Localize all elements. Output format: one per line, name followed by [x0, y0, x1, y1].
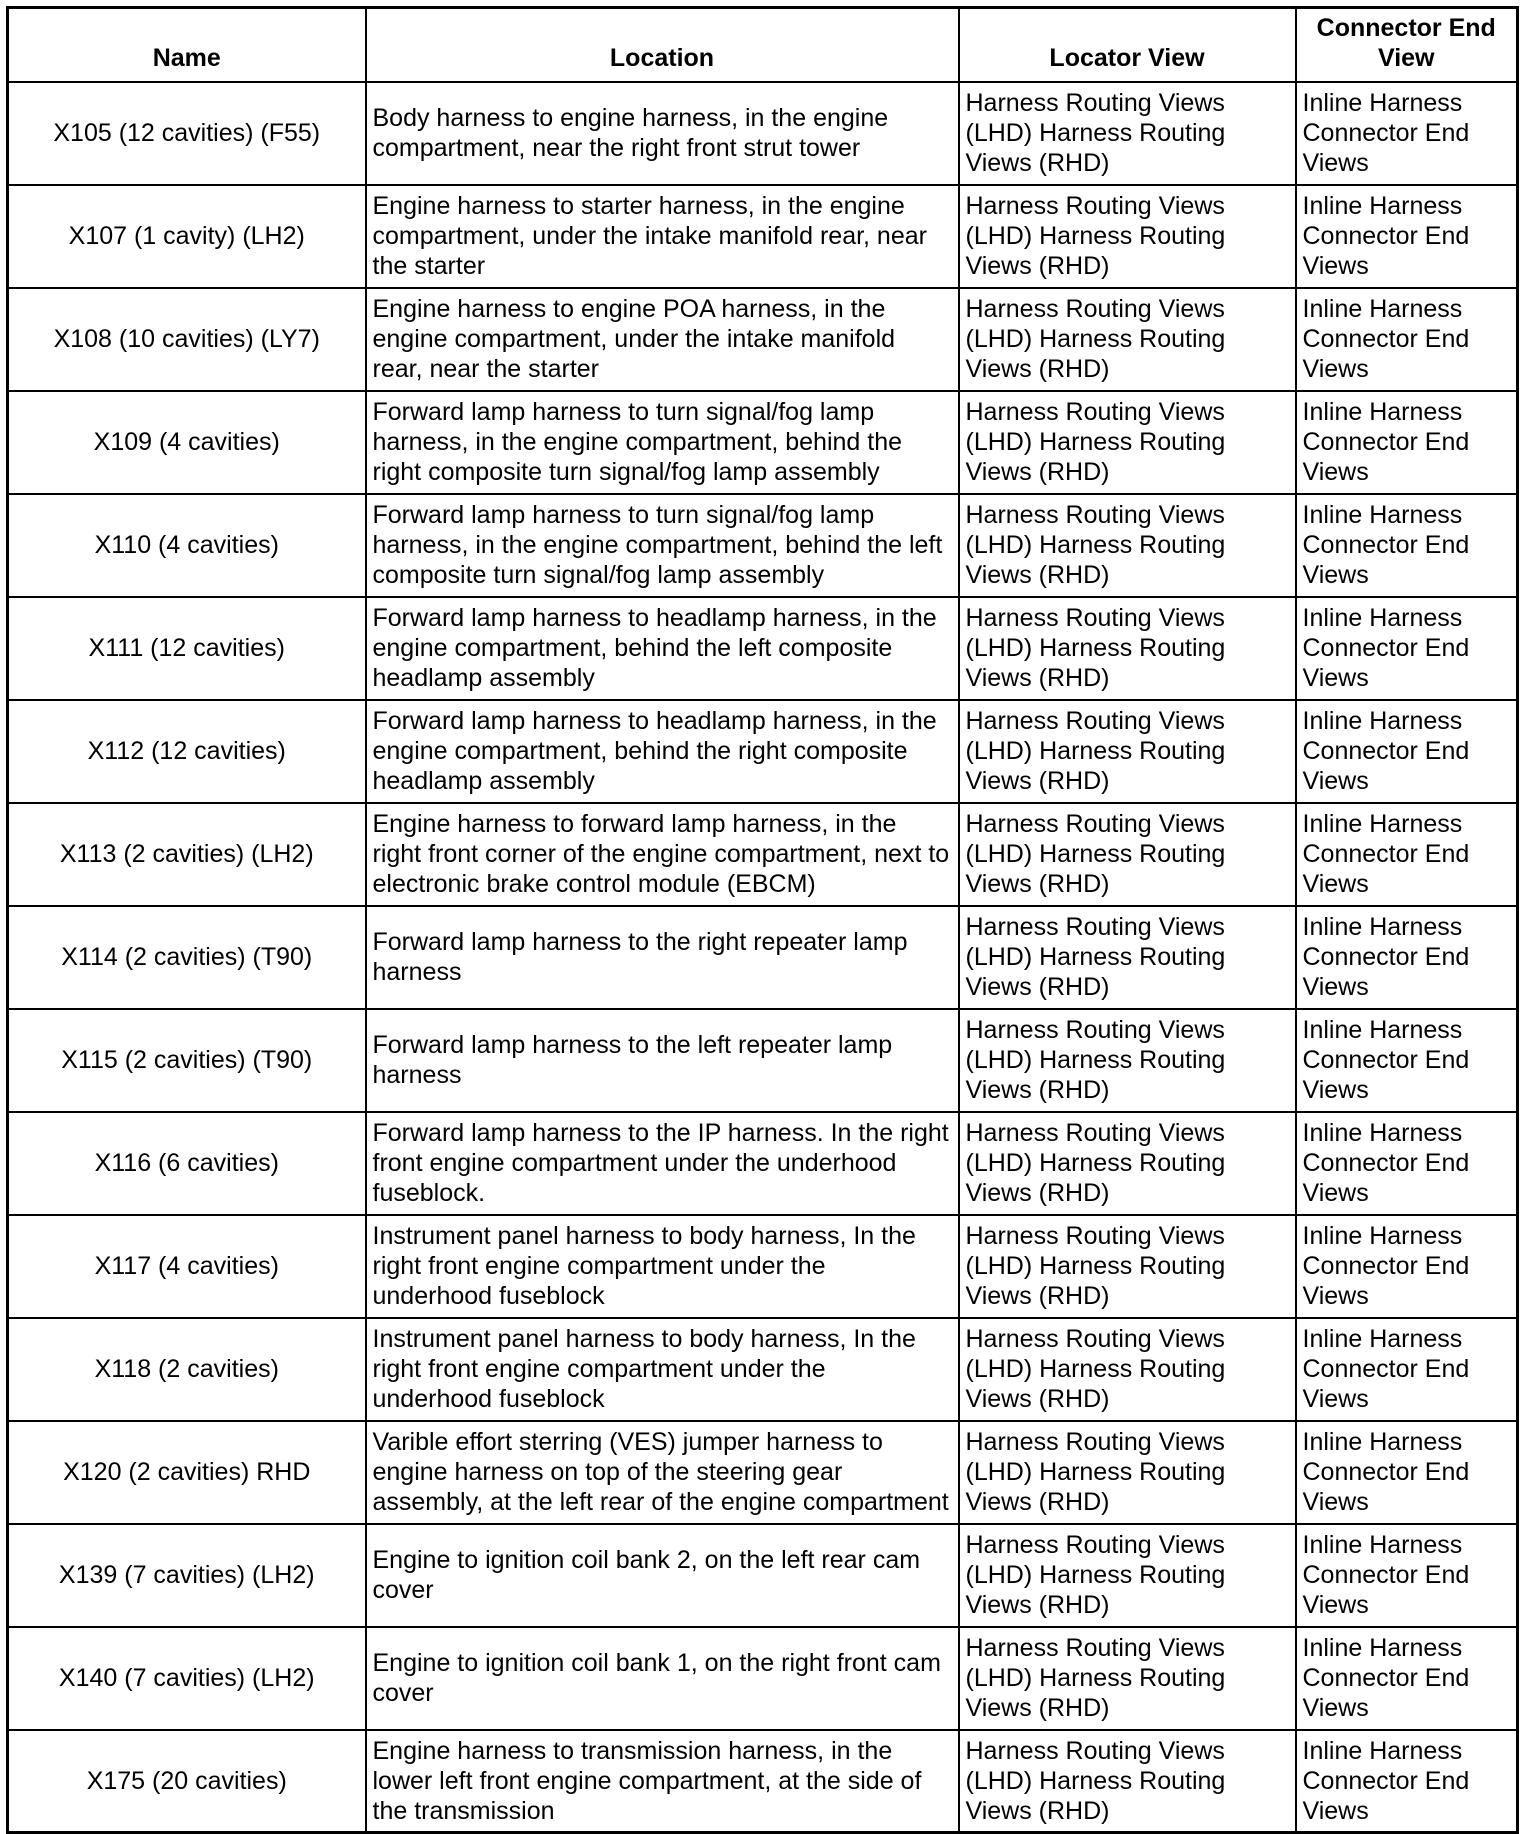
column-header-name: Name — [8, 8, 366, 82]
table-row — [8, 494, 1518, 597]
location-cell: Engine harness to starter harness, in the engine compartment, under the intake manifold rear, near the starter — [366, 185, 959, 288]
locator-view-cell: Harness Routing Views (LHD) Harness Routing Views (RHD) — [959, 288, 1296, 391]
connector-name-cell: X114 (2 cavities) (T90) — [8, 906, 366, 1009]
connector-name-cell: X105 (12 cavities) (F55) — [8, 82, 366, 185]
connector-end-view-cell: Inline Harness Connector End Views — [1296, 185, 1518, 288]
connector-end-view-cell: Inline Harness Connector End Views — [1296, 1009, 1518, 1112]
connector-end-view-cell: Inline Harness Connector End Views — [1296, 82, 1518, 185]
location-cell: Instrument panel harness to body harness, In the right front engine compartment under the underhood fuseblock — [366, 1215, 959, 1318]
column-header-locator-view: Locator View — [959, 8, 1296, 82]
table-row — [8, 906, 1518, 1009]
connector-end-view-cell: Inline Harness Connector End Views — [1296, 391, 1518, 494]
connector-name-cell: X109 (4 cavities) — [8, 391, 366, 494]
locator-view-cell: Harness Routing Views (LHD) Harness Routing Views (RHD) — [959, 1215, 1296, 1318]
table-row — [8, 700, 1518, 803]
location-cell: Forward lamp harness to turn signal/fog lamp harness, in the engine compartment, behind the left composite turn signal/fog lamp assembly — [366, 494, 959, 597]
locator-view-cell: Harness Routing Views (LHD) Harness Routing Views (RHD) — [959, 1421, 1296, 1524]
connector-table-wrapper — [6, 6, 1516, 1834]
table-row — [8, 1318, 1518, 1421]
connector-name-cell: X108 (10 cavities) (LY7) — [8, 288, 366, 391]
connector-name-cell: X140 (7 cavities) (LH2) — [8, 1627, 366, 1730]
locator-view-cell: Harness Routing Views (LHD) Harness Routing Views (RHD) — [959, 185, 1296, 288]
locator-view-cell: Harness Routing Views (LHD) Harness Routing Views (RHD) — [959, 1318, 1296, 1421]
table-row — [8, 1524, 1518, 1627]
connector-end-view-cell: Inline Harness Connector End Views — [1296, 906, 1518, 1009]
connector-end-view-cell: Inline Harness Connector End Views — [1296, 288, 1518, 391]
table-row — [8, 185, 1518, 288]
locator-view-cell: Harness Routing Views (LHD) Harness Routing Views (RHD) — [959, 391, 1296, 494]
header-row — [8, 8, 1518, 82]
column-header-location: Location — [366, 8, 959, 82]
location-cell: Forward lamp harness to the IP harness. In the right front engine compartment under the underhood fuseblock. — [366, 1112, 959, 1215]
table-row — [8, 597, 1518, 700]
connector-end-view-cell: Inline Harness Connector End Views — [1296, 700, 1518, 803]
connector-name-cell: X107 (1 cavity) (LH2) — [8, 185, 366, 288]
connector-end-view-cell: Inline Harness Connector End Views — [1296, 494, 1518, 597]
location-cell: Engine harness to transmission harness, in the lower left front engine compartment, at the side of the transmission — [366, 1730, 959, 1833]
connector-name-cell: X113 (2 cavities) (LH2) — [8, 803, 366, 906]
connector-name-cell: X175 (20 cavities) — [8, 1730, 366, 1833]
connector-name-cell: X110 (4 cavities) — [8, 494, 366, 597]
connector-end-view-cell: Inline Harness Connector End Views — [1296, 1215, 1518, 1318]
location-cell: Forward lamp harness to the left repeater lamp harness — [366, 1009, 959, 1112]
locator-view-cell: Harness Routing Views (LHD) Harness Routing Views (RHD) — [959, 1627, 1296, 1730]
locator-view-cell: Harness Routing Views (LHD) Harness Routing Views (RHD) — [959, 1112, 1296, 1215]
location-cell: Forward lamp harness to headlamp harness, in the engine compartment, behind the left composite headlamp assembly — [366, 597, 959, 700]
location-cell: Forward lamp harness to headlamp harness, in the engine compartment, behind the right composite headlamp assembly — [366, 700, 959, 803]
locator-view-cell: Harness Routing Views (LHD) Harness Routing Views (RHD) — [959, 1524, 1296, 1627]
location-cell: Engine to ignition coil bank 2, on the left rear cam cover — [366, 1524, 959, 1627]
location-cell: Forward lamp harness to turn signal/fog lamp harness, in the engine compartment, behind the right composite turn signal/fog lamp assembly — [366, 391, 959, 494]
connector-end-view-cell: Inline Harness Connector End Views — [1296, 1627, 1518, 1730]
connector-end-view-cell: Inline Harness Connector End Views — [1296, 803, 1518, 906]
connector-name-cell: X112 (12 cavities) — [8, 700, 366, 803]
table-row — [8, 1421, 1518, 1524]
connector-name-cell: X117 (4 cavities) — [8, 1215, 366, 1318]
connector-end-view-cell: Inline Harness Connector End Views — [1296, 1730, 1518, 1833]
location-cell: Engine harness to forward lamp harness, in the right front corner of the engine compartment, next to electronic brake control module (EBCM) — [366, 803, 959, 906]
connector-name-cell: X139 (7 cavities) (LH2) — [8, 1524, 366, 1627]
connector-end-view-cell: Inline Harness Connector End Views — [1296, 1318, 1518, 1421]
locator-view-cell: Harness Routing Views (LHD) Harness Routing Views (RHD) — [959, 597, 1296, 700]
locator-view-cell: Harness Routing Views (LHD) Harness Routing Views (RHD) — [959, 82, 1296, 185]
locator-view-cell: Harness Routing Views (LHD) Harness Routing Views (RHD) — [959, 906, 1296, 1009]
table-row — [8, 1215, 1518, 1318]
location-cell: Varible effort sterring (VES) jumper harness to engine harness on top of the steering gear assembly, at the left rear of the engine compartment — [366, 1421, 959, 1524]
location-cell: Body harness to engine harness, in the engine compartment, near the right front strut tower — [366, 82, 959, 185]
connector-name-cell: X115 (2 cavities) (T90) — [8, 1009, 366, 1112]
connector-name-cell: X116 (6 cavities) — [8, 1112, 366, 1215]
location-cell: Engine harness to engine POA harness, in the engine compartment, under the intake manifold rear, near the starter — [366, 288, 959, 391]
table-header — [8, 8, 1518, 82]
table-row — [8, 1627, 1518, 1730]
location-cell: Instrument panel harness to body harness, In the right front engine compartment under the underhood fuseblock — [366, 1318, 959, 1421]
table-row — [8, 1009, 1518, 1112]
table-row — [8, 82, 1518, 185]
connector-name-cell: X120 (2 cavities) RHD — [8, 1421, 366, 1524]
connector-name-cell: X111 (12 cavities) — [8, 597, 366, 700]
location-cell: Engine to ignition coil bank 1, on the right front cam cover — [366, 1627, 959, 1730]
connector-end-view-cell: Inline Harness Connector End Views — [1296, 1524, 1518, 1627]
table-row — [8, 1730, 1518, 1833]
table-body — [8, 82, 1518, 1833]
table-row — [8, 1112, 1518, 1215]
connector-end-view-cell: Inline Harness Connector End Views — [1296, 1112, 1518, 1215]
connector-name-cell: X118 (2 cavities) — [8, 1318, 366, 1421]
locator-view-cell: Harness Routing Views (LHD) Harness Routing Views (RHD) — [959, 1730, 1296, 1833]
connector-table — [6, 6, 1519, 1834]
locator-view-cell: Harness Routing Views (LHD) Harness Routing Views (RHD) — [959, 803, 1296, 906]
table-row — [8, 803, 1518, 906]
column-header-connector-end-view: Connector End View — [1296, 8, 1518, 82]
connector-end-view-cell: Inline Harness Connector End Views — [1296, 597, 1518, 700]
locator-view-cell: Harness Routing Views (LHD) Harness Routing Views (RHD) — [959, 1009, 1296, 1112]
locator-view-cell: Harness Routing Views (LHD) Harness Routing Views (RHD) — [959, 494, 1296, 597]
location-cell: Forward lamp harness to the right repeater lamp harness — [366, 906, 959, 1009]
table-row — [8, 391, 1518, 494]
connector-end-view-cell: Inline Harness Connector End Views — [1296, 1421, 1518, 1524]
table-row — [8, 288, 1518, 391]
locator-view-cell: Harness Routing Views (LHD) Harness Routing Views (RHD) — [959, 700, 1296, 803]
